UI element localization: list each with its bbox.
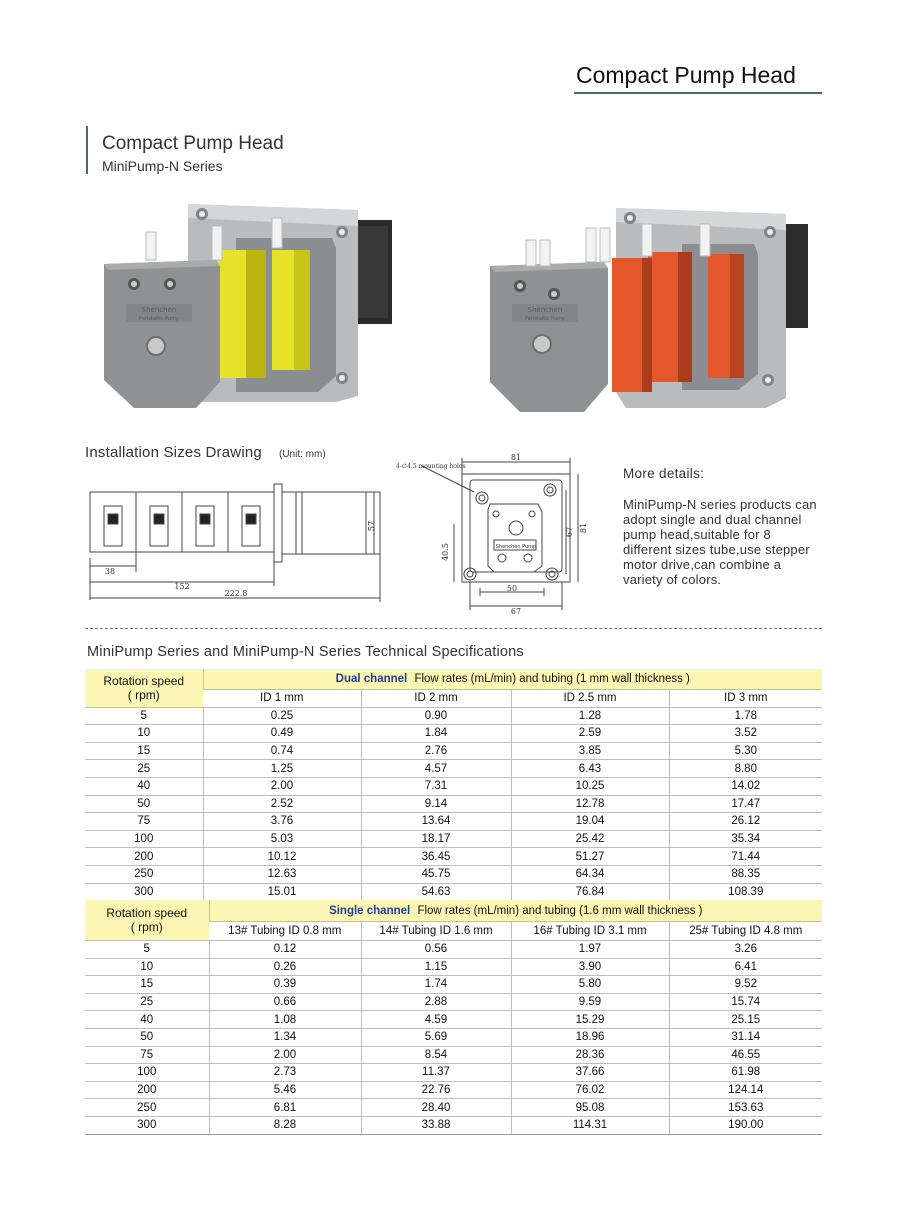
column-header: ID 3 mm: [669, 690, 822, 708]
flow-rate-cell: 0.25: [203, 707, 361, 725]
rpm-cell: 15: [85, 976, 209, 994]
flow-rate-cell: 22.76: [361, 1081, 511, 1099]
flow-rate-cell: 4.59: [361, 1011, 511, 1029]
flow-rate-cell: 45.75: [361, 865, 511, 883]
flow-rate-cell: 114.31: [511, 1116, 669, 1134]
column-header: 14# Tubing ID 1.6 mm: [361, 922, 511, 941]
rpm-cell: 10: [85, 958, 209, 976]
flow-rate-cell: 5.69: [361, 1028, 511, 1046]
rpm-cell: 40: [85, 777, 203, 795]
details-title: More details:: [623, 466, 705, 481]
flow-rate-cell: 2.52: [203, 795, 361, 813]
flow-rate-cell: 9.59: [511, 993, 669, 1011]
flow-rate-cell: 15.01: [203, 883, 361, 901]
dim-67-bottom: 67: [510, 607, 522, 616]
dual-channel-caption: [203, 669, 822, 690]
flow-rate-cell: 61.98: [669, 1064, 822, 1082]
table-row: [85, 777, 822, 795]
flow-rate-cell: 2.88: [361, 993, 511, 1011]
flow-rate-cell: 0.39: [209, 976, 361, 994]
rpm-cell: 25: [85, 760, 203, 778]
flow-rate-cell: 0.90: [361, 707, 511, 725]
table-row: [85, 1028, 822, 1046]
dim-81-top: 81: [510, 453, 522, 462]
rpm-cell: 300: [85, 883, 203, 901]
column-header: ID 1 mm: [203, 690, 361, 708]
flow-rate-cell: 18.17: [361, 830, 511, 848]
flow-rate-cell: 1.74: [361, 976, 511, 994]
title-underline: [574, 92, 822, 94]
rpm-cell: 50: [85, 1028, 209, 1046]
flow-rate-cell: 19.04: [511, 813, 669, 831]
flow-rate-cell: 6.41: [669, 958, 822, 976]
installation-title: Installation Sizes Drawing: [85, 444, 262, 461]
flow-rate-cell: 7.31: [361, 777, 511, 795]
flow-rate-cell: 33.88: [361, 1116, 511, 1134]
flow-rate-cell: 26.12: [669, 813, 822, 831]
flow-rate-cell: 36.45: [361, 848, 511, 866]
rpm-cell: 200: [85, 1081, 209, 1099]
flow-rate-cell: 5.46: [209, 1081, 361, 1099]
rpm-cell: 75: [85, 1046, 209, 1064]
section-subtitle: MiniPump-N Series: [102, 158, 223, 174]
dual-channel-table: [85, 669, 822, 901]
flow-rate-cell: 15.29: [511, 1011, 669, 1029]
flow-rate-cell: 25.15: [669, 1011, 822, 1029]
rpm-cell: 100: [85, 1064, 209, 1082]
table-row: [85, 941, 822, 959]
flow-rate-cell: 5.80: [511, 976, 669, 994]
flow-rate-cell: 2.00: [209, 1046, 361, 1064]
flow-rate-cell: 4.57: [361, 760, 511, 778]
dual-channel-label: Dual channel: [335, 673, 408, 685]
flow-rate-cell: 10.12: [203, 848, 361, 866]
flow-rate-cell: 28.36: [511, 1046, 669, 1064]
rpm-cell: 50: [85, 795, 203, 813]
rpm-cell: 40: [85, 1011, 209, 1029]
flow-rate-cell: 9.14: [361, 795, 511, 813]
rotation-speed-header: Rotation speed ( rpm): [85, 669, 203, 707]
flow-rate-cell: 1.28: [511, 707, 669, 725]
flow-rate-cell: 17.47: [669, 795, 822, 813]
flow-rate-cell: 11.37: [361, 1064, 511, 1082]
flow-rate-cell: 51.27: [511, 848, 669, 866]
table-row: [85, 795, 822, 813]
column-header: 13# Tubing ID 0.8 mm: [209, 922, 361, 941]
rpm-cell: 250: [85, 1099, 209, 1117]
yellow-pump-photo: [96, 196, 396, 411]
flow-rate-cell: 1.15: [361, 958, 511, 976]
table-row: [85, 976, 822, 994]
flow-rate-cell: 0.56: [361, 941, 511, 959]
dim-81-right: 81: [579, 522, 588, 534]
table-row: [85, 993, 822, 1011]
flow-rate-cell: 25.42: [511, 830, 669, 848]
rpm-cell: 300: [85, 1116, 209, 1134]
dim-222: 222.8: [224, 589, 248, 598]
flow-rate-cell: 10.25: [511, 777, 669, 795]
dim-67-right: 67: [565, 526, 574, 538]
table-row: [85, 813, 822, 831]
flow-rate-cell: 0.74: [203, 742, 361, 760]
table-row: [85, 1099, 822, 1117]
flow-rate-cell: 5.03: [203, 830, 361, 848]
flow-rate-cell: 12.78: [511, 795, 669, 813]
column-header: 16# Tubing ID 3.1 mm: [511, 922, 669, 941]
table-row: [85, 865, 822, 883]
section-divider: [85, 628, 822, 629]
flow-rate-cell: 124.14: [669, 1081, 822, 1099]
table-row: [85, 883, 822, 901]
flow-rate-cell: 95.08: [511, 1099, 669, 1117]
flow-rate-cell: 3.76: [203, 813, 361, 831]
details-body: MiniPump-N series products can adopt single and dual channel pump head,suitable for 8 different sizes tube,use stepper motor drive,can combine a variety of colors.: [623, 497, 817, 587]
flow-rate-cell: 1.78: [669, 707, 822, 725]
table-row: [85, 760, 822, 778]
rpm-cell: 5: [85, 941, 209, 959]
flow-rate-cell: 71.44: [669, 848, 822, 866]
flow-rate-cell: 1.08: [209, 1011, 361, 1029]
single-channel-caption-text: Flow rates (mL/min) and tubing (1.6 mm wall thickness ): [417, 904, 703, 917]
flow-rate-cell: 31.14: [669, 1028, 822, 1046]
flow-rate-cell: 3.90: [511, 958, 669, 976]
dim-57: 57: [367, 520, 376, 532]
flow-rate-cell: 64.34: [511, 865, 669, 883]
flow-rate-cell: 46.55: [669, 1046, 822, 1064]
table-row: [85, 725, 822, 743]
flow-rate-cell: 1.25: [203, 760, 361, 778]
flow-rate-cell: 88.35: [669, 865, 822, 883]
dim-50: 50: [506, 584, 518, 593]
flow-rate-cell: 5.30: [669, 742, 822, 760]
section-title: Compact Pump Head: [102, 133, 284, 154]
table-row: [85, 707, 822, 725]
drawing-pump-label: Shenchen Pump: [495, 544, 537, 550]
specs-title: MiniPump Series and MiniPump-N Series Technical Specifications: [87, 644, 524, 660]
flow-rate-cell: 6.81: [209, 1099, 361, 1117]
column-header: ID 2 mm: [361, 690, 511, 708]
flow-rate-cell: 8.80: [669, 760, 822, 778]
table-row: [85, 1081, 822, 1099]
rpm-cell: 75: [85, 813, 203, 831]
table-row: [85, 1116, 822, 1134]
flow-rate-cell: 1.97: [511, 941, 669, 959]
flow-rate-cell: 37.66: [511, 1064, 669, 1082]
flow-rate-cell: 8.28: [209, 1116, 361, 1134]
flow-rate-cell: 153.63: [669, 1099, 822, 1117]
svg-text:Shenchen: Shenchen: [141, 306, 177, 314]
mounting-holes-note: 4-∅4.5 mounting holes: [396, 463, 466, 470]
flow-rate-cell: 0.12: [209, 941, 361, 959]
rotation-speed-header: Rotation speed ( rpm): [85, 900, 209, 941]
flow-rate-cell: 1.84: [361, 725, 511, 743]
flow-rate-cell: 2.00: [203, 777, 361, 795]
table-row: [85, 1011, 822, 1029]
table-row: [85, 848, 822, 866]
dim-38: 38: [104, 567, 116, 576]
svg-text:Peristaltic Pump: Peristaltic Pump: [138, 316, 180, 322]
flow-rate-cell: 18.96: [511, 1028, 669, 1046]
flow-rate-cell: 28.40: [361, 1099, 511, 1117]
rpm-cell: 200: [85, 848, 203, 866]
table-row: [85, 1046, 822, 1064]
flow-rate-cell: 0.49: [203, 725, 361, 743]
flow-rate-cell: 2.73: [209, 1064, 361, 1082]
svg-text:Peristaltic Pump: Peristaltic Pump: [524, 316, 566, 322]
flow-rate-cell: 76.02: [511, 1081, 669, 1099]
flow-rate-cell: 108.39: [669, 883, 822, 901]
flow-rate-cell: 14.02: [669, 777, 822, 795]
page-title: Compact Pump Head: [576, 62, 796, 88]
single-channel-caption: [209, 900, 822, 922]
rpm-cell: 100: [85, 830, 203, 848]
table-row: [85, 958, 822, 976]
rpm-cell: 10: [85, 725, 203, 743]
side-view-drawing: [84, 478, 388, 604]
installation-unit: (Unit: mm): [279, 449, 326, 460]
rpm-cell: 250: [85, 865, 203, 883]
flow-rate-cell: 0.26: [209, 958, 361, 976]
flow-rate-cell: 3.26: [669, 941, 822, 959]
rpm-cell: 15: [85, 742, 203, 760]
flow-rate-cell: 3.52: [669, 725, 822, 743]
flow-rate-cell: 8.54: [361, 1046, 511, 1064]
section-accent-bar: [86, 126, 88, 174]
flow-rate-cell: 35.34: [669, 830, 822, 848]
table-row: [85, 1064, 822, 1082]
rpm-cell: 5: [85, 707, 203, 725]
flow-rate-cell: 0.66: [209, 993, 361, 1011]
flow-rate-cell: 190.00: [669, 1116, 822, 1134]
dim-152: 152: [174, 582, 190, 591]
flow-rate-cell: 9.52: [669, 976, 822, 994]
column-header: ID 2.5 mm: [511, 690, 669, 708]
flow-rate-cell: 13.64: [361, 813, 511, 831]
single-channel-table: [85, 900, 822, 1135]
front-view-drawing: [392, 448, 594, 616]
flow-rate-cell: 12.63: [203, 865, 361, 883]
flow-rate-cell: 2.76: [361, 742, 511, 760]
table-row: [85, 742, 822, 760]
flow-rate-cell: 3.85: [511, 742, 669, 760]
table-row: [85, 830, 822, 848]
svg-text:Shenchen: Shenchen: [527, 306, 563, 314]
flow-rate-cell: 54.63: [361, 883, 511, 901]
flow-rate-cell: 6.43: [511, 760, 669, 778]
flow-rate-cell: 1.34: [209, 1028, 361, 1046]
flow-rate-cell: 15.74: [669, 993, 822, 1011]
orange-pump-photo: [486, 204, 814, 416]
single-channel-label: Single channel: [329, 904, 411, 917]
flow-rate-cell: 2.59: [511, 725, 669, 743]
column-header: 25# Tubing ID 4.8 mm: [669, 922, 822, 941]
dim-40: 40.5: [441, 543, 450, 561]
rpm-cell: 25: [85, 993, 209, 1011]
flow-rate-cell: 76.84: [511, 883, 669, 901]
dual-channel-caption-text: Flow rates (mL/min) and tubing (1 mm wall thickness ): [414, 673, 690, 685]
